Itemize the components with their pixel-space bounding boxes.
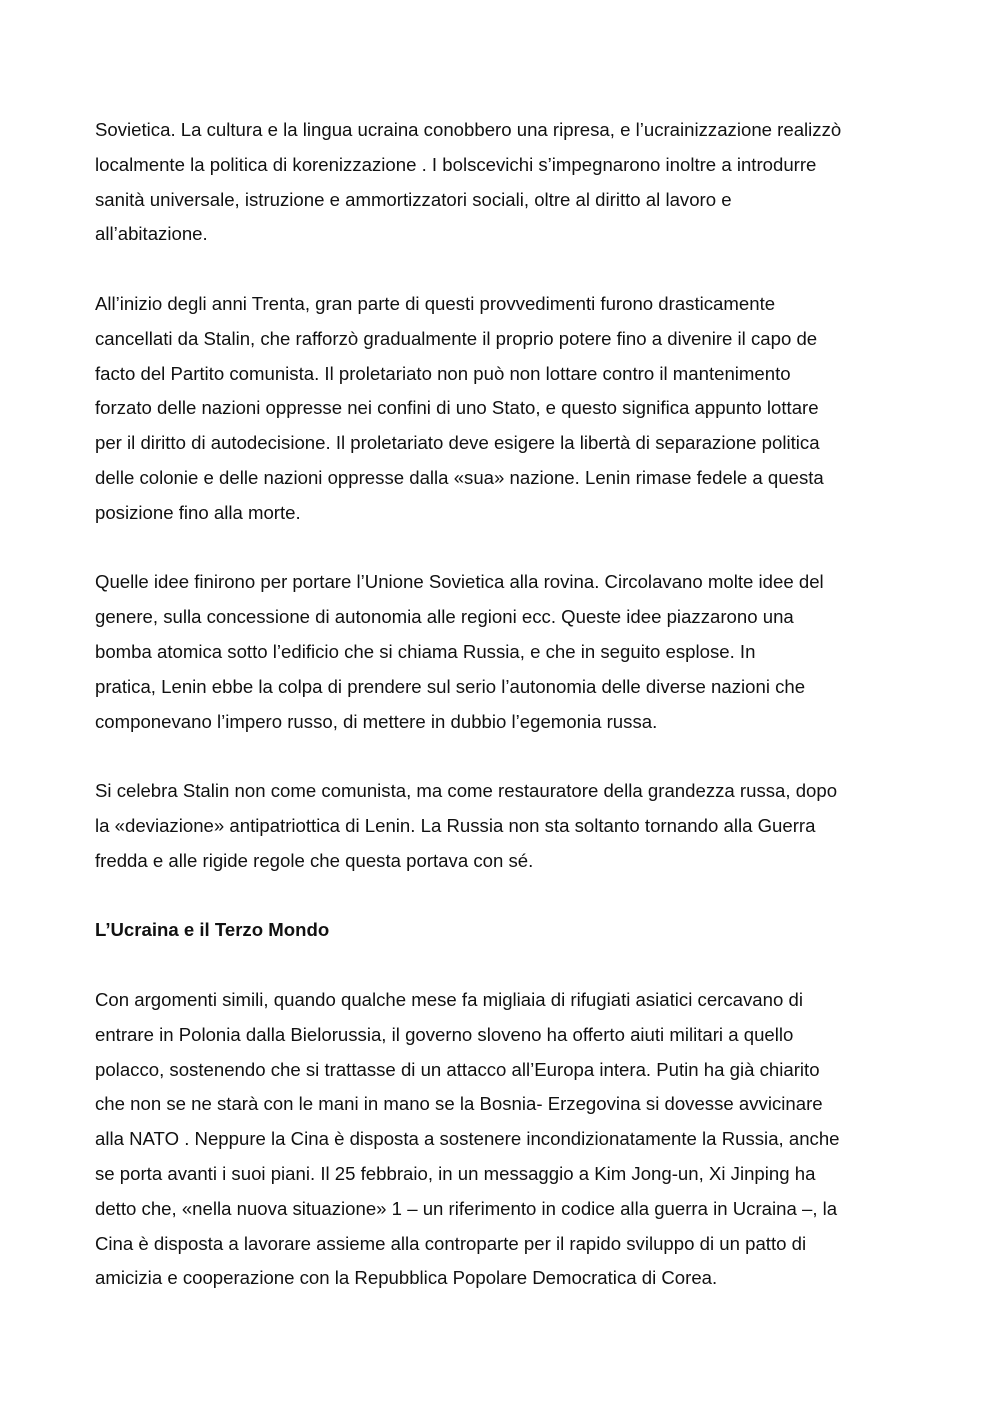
text-line: la «deviazione» antipatriottica di Lenin. La Russia non sta soltanto tornando alla Guerra	[95, 814, 816, 836]
text-line: genere, sulla concessione di autonomia alle regioni ecc. Queste idee piazzarono una	[95, 606, 794, 628]
text-line: forzato delle nazioni oppresse nei confini di uno Stato, e questo significa appunto lottare	[95, 397, 819, 419]
text-line: Sovietica. La cultura e la lingua ucraina conobbero una ripresa, e l’ucrainizzazione realizzò	[95, 119, 842, 140]
text-line: facto del Partito comunista. Il proletariato non può non lottare contro il mantenimento	[95, 362, 791, 384]
paragraph-3	[95, 565, 915, 739]
text-line: Cina è disposta a lavorare assieme alla controparte per il rapido sviluppo di un patto di	[95, 1232, 807, 1254]
text-line: all’abitazione.	[95, 223, 208, 245]
section-heading-text: L’Ucraina e il Terzo Mondo	[95, 919, 330, 941]
text-line: Con argomenti simili, quando qualche mese fa migliaia di rifugiati asiatici cercavano di	[95, 988, 803, 1010]
section-heading	[95, 913, 915, 948]
text-line: componevano l’impero russo, di mettere in dubbio l’egemonia russa.	[95, 710, 658, 732]
text-line: Quelle idee finirono per portare l’Unione Sovietica alla rovina. Circolavano molte idee del	[95, 571, 824, 593]
paragraph-2	[95, 287, 915, 531]
text-line: entrare in Polonia dalla Bielorussia, il governo sloveno ha offerto aiuti militari a quello	[95, 1023, 794, 1045]
text-line: per il diritto di autodecisione. Il proletariato deve esigere la libertà di separazione politica	[95, 432, 820, 454]
paragraph-4	[95, 774, 915, 878]
text-line: polacco, sostenendo che si trattasse di un attacco all’Europa intera. Putin ha già chiarito	[95, 1058, 820, 1080]
text-line: che non se ne starà con le mani in mano se la Bosnia- Erzegovina si dovesse avvicinare	[95, 1093, 823, 1115]
text-line: alla NATO . Neppure la Cina è disposta a sostenere incondizionatamente la Russia, anche	[95, 1128, 840, 1150]
document-body	[95, 113, 915, 1331]
paragraph-1	[95, 113, 915, 252]
text-line: se porta avanti i suoi piani. Il 25 febbraio, in un messaggio a Kim Jong-un, Xi Jinping ha	[95, 1162, 816, 1184]
text-line: bomba atomica sotto l’edificio che si chiama Russia, e che in seguito esplose. In	[95, 640, 756, 662]
text-line: amicizia e cooperazione con la Repubblica Popolare Democratica di Corea.	[95, 1267, 718, 1289]
text-line: sanità universale, istruzione e ammortizzatori sociali, oltre al diritto al lavoro e	[95, 188, 732, 210]
text-line: detto che, «nella nuova situazione» 1 – un riferimento in codice alla guerra in Ucraina –, la	[95, 1197, 838, 1219]
text-line: pratica, Lenin ebbe la colpa di prendere sul serio l’autonomia delle diverse nazioni che	[95, 675, 806, 697]
text-line: Si celebra Stalin non come comunista, ma come restauratore della grandezza russa, dopo	[95, 780, 838, 802]
paragraph-5	[95, 983, 915, 1296]
text-line: cancellati da Stalin, che rafforzò gradualmente il proprio potere fino a divenire il capo de	[95, 327, 818, 349]
text-line: posizione fino alla morte.	[95, 501, 301, 523]
text-line: fredda e alle rigide regole che questa portava con sé.	[95, 849, 534, 871]
text-line: delle colonie e delle nazioni oppresse dalla «sua» nazione. Lenin rimase fedele a questa	[95, 466, 824, 488]
text-line: localmente la politica di korenizzazione . I bolscevichi s’impegnarono inoltre a introdurre	[95, 153, 817, 175]
text-line: All’inizio degli anni Trenta, gran parte di questi provvedimenti furono drasticamente	[95, 292, 776, 314]
